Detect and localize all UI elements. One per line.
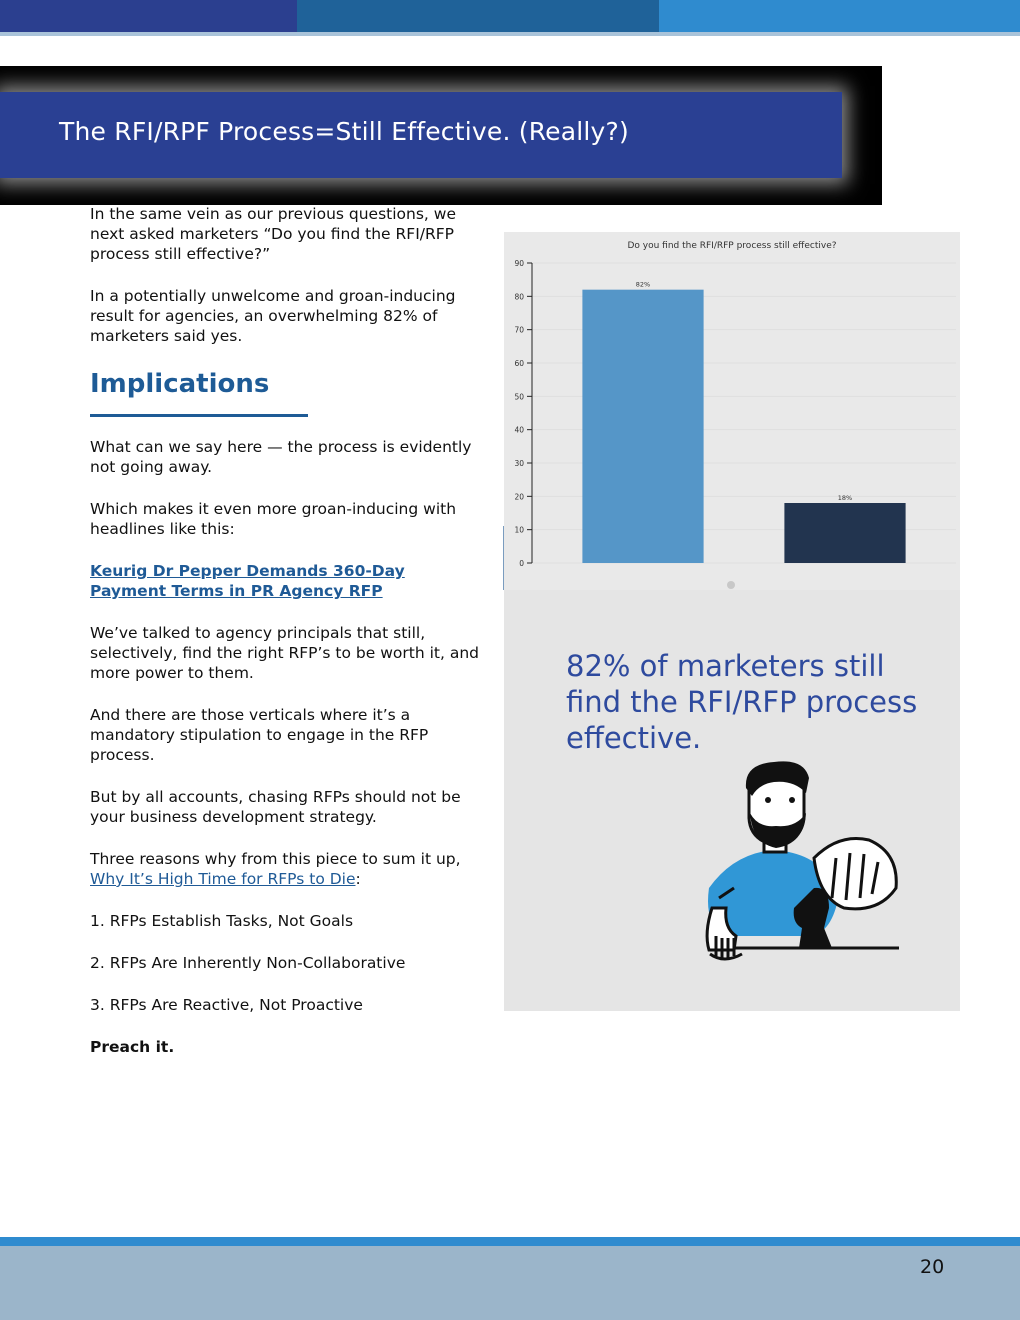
headline-link[interactable]: Keurig Dr Pepper Demands 360-Day Payment Terms in PR Agency RFP: [90, 562, 405, 600]
man-holding-chess-knight-illustration: [664, 758, 914, 978]
list-item: 3. RFPs Are Reactive, Not Proactive: [90, 996, 363, 1014]
paragraph: In the same vein as our previous questions, we next asked marketers “Do you find the RFI/RFP process still effective?”: [90, 205, 456, 263]
chart-canvas: [504, 232, 960, 590]
paragraph: In a potentially unwelcome and groan-inducing result for agencies, an overwhelming 82% of marketers said yes.: [90, 287, 456, 345]
y-tick-label: 20: [514, 492, 524, 502]
section-heading: Implications: [90, 369, 270, 399]
paragraph: And there are those verticals where it’s a mandatory stipulation to engage in the RFP process.: [90, 706, 429, 764]
article-link[interactable]: Why It’s High Time for RFPs to Die: [90, 870, 356, 888]
y-tick-label: 90: [514, 259, 524, 268]
list-item: 2. RFPs Are Inherently Non-Collaborative: [90, 954, 406, 972]
bar: [784, 503, 905, 563]
paragraph: Which makes it even more groan-inducing with headlines like this:: [90, 500, 457, 538]
bar-data-label: 18%: [837, 494, 853, 502]
closing-line: Preach it.: [90, 1038, 175, 1056]
y-tick-label: 30: [514, 459, 524, 468]
bar-chart: [504, 232, 960, 590]
list-item: 1. RFPs Establish Tasks, Not Goals: [90, 912, 354, 930]
paragraph: We’ve talked to agency principals that still, selectively, find the right RFP’s to be worth it, and more power to them.: [90, 624, 479, 682]
top-color-bar: [0, 0, 1020, 32]
footer-line: [0, 1237, 1020, 1246]
paragraph-text: :: [355, 870, 361, 888]
top-bar-segment: [659, 0, 1020, 32]
page-title: The RFI/RPF Process=Still Effective. (Really?): [59, 117, 629, 146]
y-tick-label: 50: [514, 392, 524, 402]
headline-paragraph: [90, 561, 480, 601]
y-tick-label: 60: [514, 359, 524, 368]
y-tick-label: 10: [514, 525, 524, 535]
paragraph: But by all accounts, chasing RFPs should not be your business development strategy.: [90, 788, 461, 826]
article-body: [90, 204, 480, 1079]
heading-underline: [90, 414, 308, 417]
paragraph: [90, 849, 480, 889]
footer: [0, 1246, 1020, 1320]
bar: [582, 290, 703, 563]
chart-title: Do you find the RFI/RFP process still effective?: [627, 241, 837, 251]
carousel-dot: [727, 581, 735, 589]
bar-data-label: 82%: [635, 280, 651, 289]
y-tick-label: 80: [514, 292, 524, 302]
paragraph-text: Three reasons why from this piece to sum it up,: [90, 850, 461, 868]
page-number: 20: [920, 1256, 945, 1278]
y-tick-label: 70: [514, 325, 524, 335]
y-tick-label: 0: [519, 559, 524, 568]
y-tick-label: 40: [514, 425, 524, 435]
infographic-panel: [504, 590, 960, 1011]
paragraph: What can we say here — the process is evidently not going away.: [90, 438, 472, 476]
top-bar-segment: [297, 0, 659, 32]
infographic-text: 82% of marketers still find the RFI/RFP process effective.: [566, 649, 918, 755]
top-divider: [0, 32, 1020, 36]
top-bar-segment: [0, 0, 297, 32]
